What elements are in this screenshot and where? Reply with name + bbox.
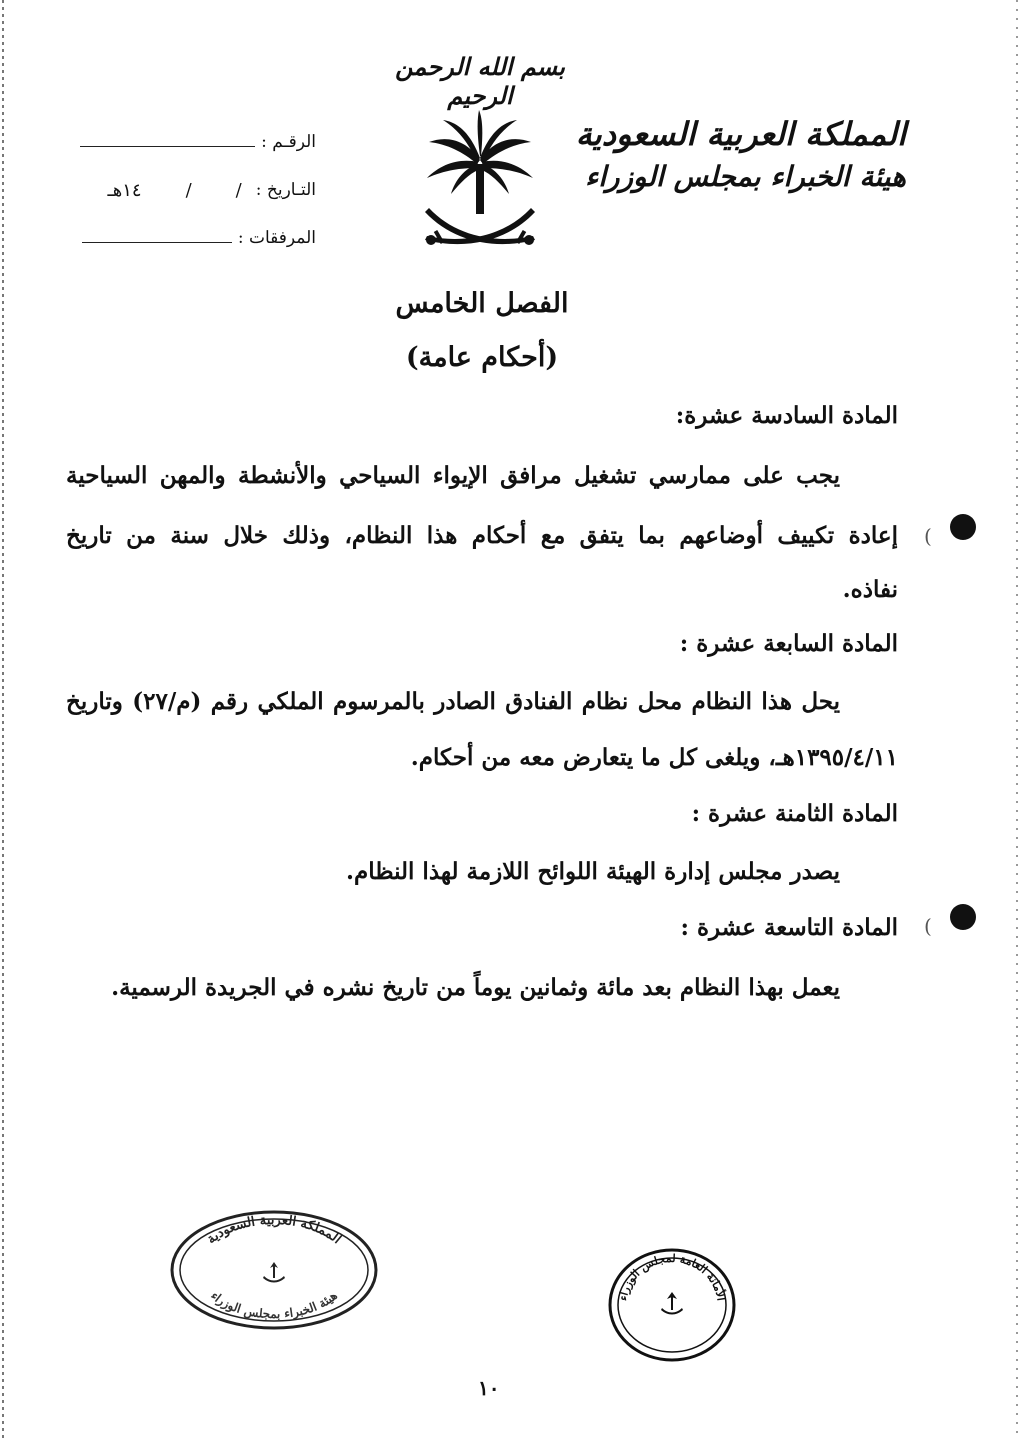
- attachments-line: [82, 234, 232, 243]
- article-19-line-1: يعمل بهذا النظام بعد مائة وثمانين يوماً من تاريخ نشره في الجريدة الرسمية.: [111, 974, 840, 1001]
- reference-block: [36, 118, 316, 262]
- article-17-line-1: يحل هذا النظام محل نظام الفنادق الصادر بالمرسوم الملكي رقم (م/٢٧) وتاريخ: [66, 688, 840, 715]
- org-line-kingdom: المملكة العربية السعودية: [575, 115, 906, 153]
- page-number: ١٠: [478, 1376, 500, 1400]
- palm-swords-emblem: [415, 108, 545, 258]
- number-label: الرقـم :: [261, 132, 316, 152]
- article-17-heading: المادة السابعة عشرة :: [679, 630, 898, 657]
- punch-hole-mark: [950, 514, 976, 540]
- article-16-line-3: نفاذه.: [842, 576, 898, 603]
- date-year: ١٤هـ: [107, 179, 142, 201]
- left-seal-text-top: المملكة العربية السعودية: [204, 1212, 344, 1248]
- right-round-seal: [606, 1246, 738, 1364]
- chapter-title: الفصل الخامس: [395, 288, 569, 319]
- article-16-heading: المادة السادسة عشرة:: [675, 402, 898, 429]
- right-seal-text: الأمانة العامة لمجلس الوزراء: [616, 1251, 728, 1302]
- date-slash: /: [185, 179, 192, 201]
- margin-paren: ): [924, 914, 932, 938]
- svg-text:هيئة الخبراء بمجلس الوزراء: [208, 1288, 340, 1321]
- organization-name: [575, 112, 906, 198]
- date-slash: /: [235, 179, 242, 201]
- attachments-label: المرفقات :: [237, 228, 316, 248]
- punch-hole-mark: [950, 904, 976, 930]
- basmala: بسم الله الرحمن الرحيم: [395, 52, 565, 110]
- margin-paren: ): [924, 524, 932, 548]
- attachments-row: [36, 214, 316, 262]
- page-edge-left: [2, 0, 4, 1439]
- org-line-bureau: هيئة الخبراء بمجلس الوزراء: [585, 160, 906, 193]
- article-18-heading: المادة الثامنة عشرة :: [691, 800, 898, 827]
- page-edge-right: [1016, 0, 1018, 1439]
- article-16-line-2: إعادة تكييف أوضاعهم بما يتفق مع أحكام هذا النظام، وذلك خلال سنة من تاريخ: [66, 522, 898, 549]
- number-row: [36, 118, 316, 166]
- date-fields: [107, 180, 241, 201]
- article-16-line-1: يجب على ممارسي تشغيل مرافق الإيواء السياحي والأنشطة والمهن السياحية: [66, 462, 840, 489]
- left-seal-text-bottom: هيئة الخبراء بمجلس الوزراء: [208, 1288, 340, 1322]
- chapter-subtitle: (أحكام عامة): [405, 342, 559, 373]
- left-oval-seal: [168, 1208, 380, 1332]
- date-label: التـاريخ :: [255, 180, 316, 200]
- date-row: [36, 166, 316, 214]
- number-line: [80, 138, 255, 147]
- article-17-line-2: ١٣٩٥/٤/١١هـ، ويلغى كل ما يتعارض معه من أحكام.: [410, 744, 898, 771]
- article-19-heading: المادة التاسعة عشرة :: [680, 914, 898, 941]
- article-18-line-1: يصدر مجلس إدارة الهيئة اللوائح اللازمة لهذا النظام.: [345, 858, 840, 885]
